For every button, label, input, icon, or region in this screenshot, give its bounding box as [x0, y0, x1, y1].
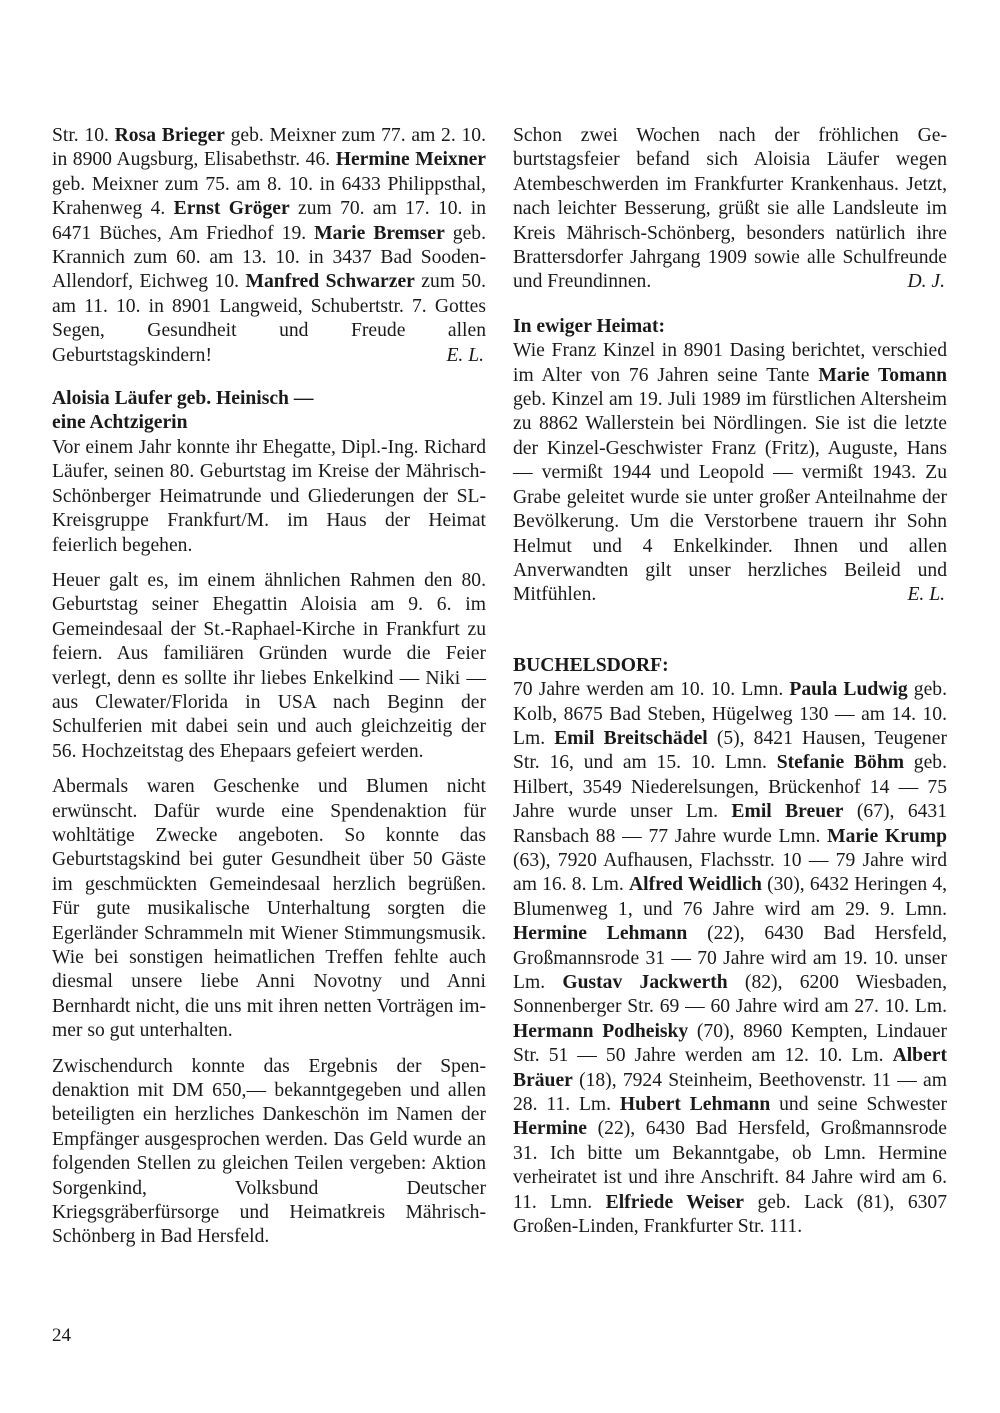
person-name: Manfred Schwarzer: [245, 271, 415, 293]
person-name: Gustav Jackwerth: [562, 972, 728, 993]
left-column: [52, 124, 486, 1250]
person-name: Hermine: [513, 1118, 587, 1140]
intro-rich-text: Str. 10. Rosa Brieger geb. Meixner zum 77. am 2. 10. in 8900 Augsburg, Elisabethstr. 46. Hermine Meixner geb. Meixner zum 75. am 8. 10. in 6433 Philippsthal, Krahenweg 4. Ernst Gröger zum 70. am 17. 10. in 6471 Büches, Am Friedhof 19. Marie Bremser geb. Krannich zum 60. am 13. 10. in 3437 Bad Sooden-Allendorf, Eichweg 10. Manfred Schwarzer zum 50. am 11. 10. in 8901 Langweid, Schubertstr. 7. Gottes Segen, Gesundheit und Freude allen Geburtstagskindern!: [52, 125, 486, 366]
person-name: Elfriede Weiser: [605, 1191, 744, 1213]
person-name: Emil Breuer: [731, 801, 844, 823]
article-paragraph: Vor einem Jahr konnte ihr Ehegatte, Dipl.-Ing. Richard Läufer, seinen 80. Geburtstag im Kreise der Mährisch-Schönberger Heimatrunde und Gliederungen der SL-Kreisgruppe Frankfurt/M. im Haus der Heimat feierlich begehen.: [52, 436, 486, 556]
person-name: Emil Breitschädel: [554, 727, 708, 749]
article-closing-paragraph: [513, 124, 947, 295]
article-paragraph: Abermals waren Geschenke und Blumen nicht erwünscht. Dafür wurde eine Spendenaktion für wohltätige Zwecke angeboten. So konnte das Geburtstagskind bei guter Gesundheit über 50 Gäste im geschmückten Gemeindesaal herzlich begrüßen. Für gute musikalische Unterhaltung sorgten die Egerländer Schrammeln mit Wiener Stimmungsmusik. Wie bei sonstigen heimatlichen Treffen fehlte auch diesmal unsere liebe Anni Novotny und Anni Bernhardt nicht, die uns mit ihren netten Vorträgen immer so gut unterhalten.: [52, 776, 486, 1042]
article-heading-line: Aloisia Läufer geb. Heinisch —: [52, 388, 314, 410]
birthday-list-continued: [52, 124, 486, 368]
person-name: Rosa Brieger: [114, 125, 225, 146]
person-name: Ernst Gröger: [173, 198, 290, 220]
right-column: [513, 124, 947, 1239]
person-name: Albert Bräuer: [513, 1045, 947, 1091]
person-name: Hermann Podheisky: [513, 1020, 689, 1042]
person-name: Hermine Meixner: [335, 149, 486, 171]
article-paragraph: Heuer galt es, im einem ähnlichen Rahmen den 80. Geburtstag seiner Ehegattin Aloisia am 9. 6. im Gemeindesaal der St.-Raphael-Kirche in Frankfurt zu feiern. Aus familiären Gründen wurde die Feier verlegt, denn es sollte ihr liebes Enkelkind — Niki — aus Clewater/Florida in USA nach Beginn der Schulferien mit dabei sein und auch gleichzeitig der 56. Hochzeitstag des Ehepaars gefeiert werden.: [52, 569, 486, 762]
page-number: 24: [52, 1325, 71, 1346]
person-name: Marie Krump: [827, 825, 947, 847]
birthday-list: 70 Jahre werden am 10. 10. Lmn. Paula Ludwig geb. Kolb, 8675 Bad Steben, Hügelweg 130 — am 14. 10. Lm. Emil Breitschädel (5), 8421 Hausen, Teugener Str. 16, und am 15. 10. Lmn. Stefanie Böhm geb. Hilbert, 3549 Niederelsungen, Brückenhof 14 — 75 Jahre wurde unser Lm. Emil Breuer (67), 6431 Ransbach 88 — 77 Jahre wurde Lmn. Marie Krump (63), 7920 Aufhausen, Flachsstr. 10 — 79 Jahre wird am 16. 8. Lm. Alfred Weidlich (30), 6432 Heringen 4, Blumenweg 1, und 76 Jahre wird am 29. 9. Lmn. Hermine Lehmann (22), 6430 Bad Hersfeld, Großmannsrode 31 — 70 Jahre wird am 19. 10. unser Lm. Gustav Jackwerth (82), 6200 Wiesbaden, Sonnenberger Str. 69 — 60 Jahre wird am 27. 10. Lm. Hermann Podheisky (70), 8960 Kempten, Lindauer Str. 51 — 50 Jahre werden am 12. 10. Lm. Albert Bräuer (18), 7924 Steinheim, Beethovenstr. 11 — am 28. 11. Lm. Hubert Lehmann und seine Schwester Hermine (22), 6430 Bad Hersfeld, Großmannsrode 31. Ich bitte um Bekanntgabe, ob Lmn. Hermine verheiratet ist und ihre Anschrift. 84 Jahre wird am 6. 11. Lmn. Elfriede Weiser geb. Lack (81), 6307 Großen-Linden, Frankfurter Str. 111.: [513, 679, 948, 1238]
signature: D. J.: [907, 271, 945, 293]
person-name: Marie Bremser: [314, 222, 445, 244]
article-heading: [52, 387, 486, 436]
obituary-paragraph: [513, 339, 947, 607]
obituary-rich-text: Wie Franz Kinzel in 8901 Dasing berichtet, verschied im Alter von 76 Jahren seine Tante Marie Tomann geb. Kinzel am 19. Juli 1989 im fürstlichen Altersheim zu 8862 Wallerstein bei Nördlingen. Sie ist die letzte der Kinzel-Geschwister Franz (Fritz), Auguste, Hans — vermißt 1944 und Leopold — vermißt 1943. Zu Grabe geleitet wurde sie unter großer Anteilnahme der Bevölkerung. Um die Verstorbene trauern ihr Sohn Helmut und 4 Enkelkinder. Ihnen und allen Anverwandten gilt unser herzliches Beileid und Mitfühlen.: [513, 340, 947, 606]
person-name: Alfred Weidlich: [629, 874, 762, 896]
signature: E. L.: [446, 344, 484, 366]
article-paragraph: Zwischendurch konnte das Ergebnis der Spendenaktion mit DM 650,— bekanntgegeben und allen beteiligten ein herzliches Dankeschön im Namen der Empfänger ausgesprochen werden. Das Geld wurde an folgenden Stellen zu gleichen Teilen vergeben: Aktion Sorgenkind, Volksbund Deutscher Kriegsgräberfürsorge und Heimatkreis Mährisch-Schönberg in Bad Hersfeld.: [52, 1055, 486, 1248]
person-name: Hubert Lehmann: [619, 1094, 771, 1116]
signature: E. L.: [907, 584, 945, 606]
person-name: Hermine Lehmann: [513, 923, 688, 945]
person-name: Paula Ludwig: [789, 679, 908, 701]
section-heading: BUCHELSDORF:: [513, 654, 669, 676]
closing-text: Schon zwei Wochen nach der fröhlichen Geburtstagsfeier befand sich Aloisia Läufer wegen Atembeschwerden im Frankfurter Krankenhaus. Jetzt, nach leichter Besserung, grüßt sie alle Landsleute im Kreis Mährisch-Schönberg, besonders natürlich ihre Brattersdorfer Jahrgang 1909 sowie alle Schulfreunde und Freundinnen.: [513, 125, 947, 293]
article-heading-line: eine Achtzigerin: [52, 412, 188, 434]
person-name: Marie Tomann: [818, 364, 947, 386]
person-name: Stefanie Böhm: [776, 752, 905, 774]
obituary-heading: In ewiger Heimat:: [513, 315, 665, 337]
